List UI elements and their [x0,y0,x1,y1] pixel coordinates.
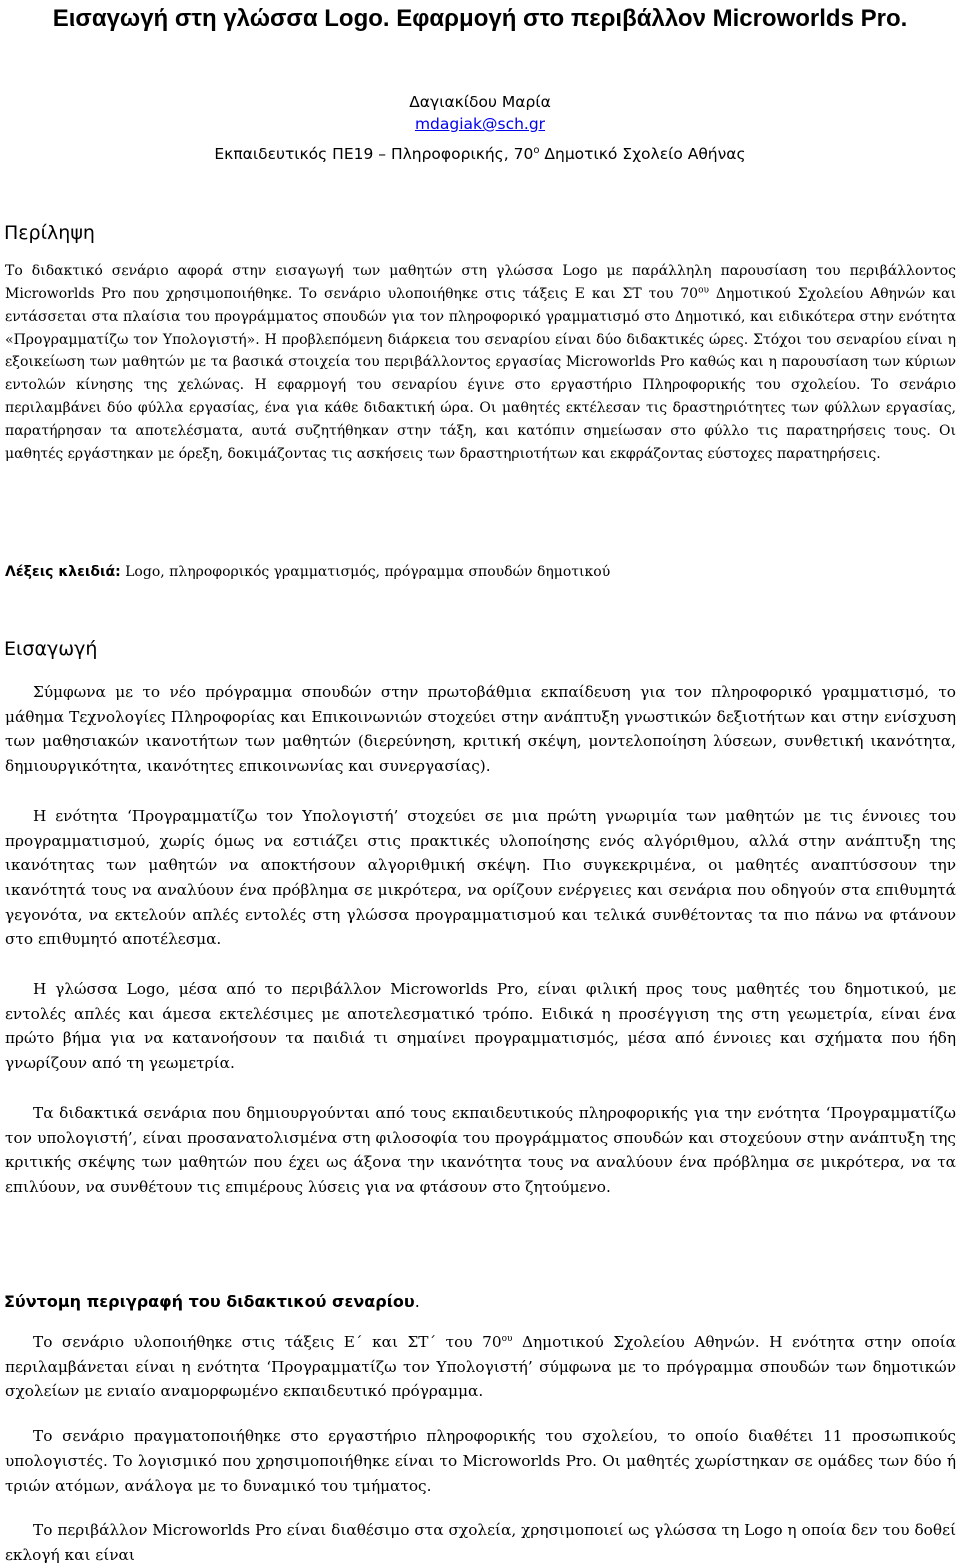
scenario-paragraph-1 [5,1330,956,1404]
intro-paragraph-1: Σύμφωνα με το νέο πρόγραμμα σπουδών στην πρωτοβάθμια εκπαίδευση για τον πληροφορικό γραμματισμό, το μάθημα Τεχνολογίες Πληροφορίας και Επικοινωνιών στοχεύει στην ανάπτυξη γνωστικών δεξιοτήτων και στην ενίσχυση των μαθησιακών ικανοτήτων των μαθητών (διερεύνηση, κριτική σκέψη, μοντελοποίηση λύσεων, συνθετική ικανότητα, δημιουργικότητα, ικανότητες επικοινωνίας και συνεργασίας). [5,683,956,776]
scenario-heading-text: Σύντομη περιγραφή του διδακτικού σεναρίου [4,1292,415,1311]
abstract-heading: Περίληψη [4,222,95,244]
keywords-text: Logo, πληροφορικός γραμματισμός, πρόγραμμα σπουδών δημοτικού [125,564,611,580]
intro-paragraph-2: Η ενότητα ‘Προγραμματίζω τον Υπολογιστή’ στοχεύει σε μια πρώτη γνωριμία των μαθητών με τις έννοιες του προγραμματισμού, χωρίς όμως να εστιάζει στις πρακτικές υλοποίησης ενός αλγόριθμου, αλλά στην ανάπτυξη της ικανότητας των μαθητών να αποκτήσουν αλγοριθμική σκέψη. Πιο συγκεκριμένα, οι μαθητές αναπτύσσουν την ικανότητά τους να αναλύουν ένα πρόβλημα σε μικρότερα, να ορίζουν ενέργειες και σενάρια που οδηγούν στα επιθυμητά γεγονότα, να εκτελούν απλές εντολές στη γλώσσα προγραμματισμού και τελικά συνθέτοντας τα πιο πάνω να φτάνουν στο επιθυμητό αποτέλεσμα. [5,806,956,949]
scenario-p1-text: Το σενάριο υλοποιήθηκε στις τάξεις Ε΄ και ΣΤ΄ του 70 [33,1333,502,1351]
abstract-body [5,260,956,466]
ordinal-superscript: ου [698,285,709,296]
intro-paragraph-3: Η γλώσσα Logo, μέσα από το περιβάλλον Microworlds Pro, είναι φιλική προς τους μαθητές του δημοτικού, με εντολές απλές και άμεσα εκτελέσιμες με αποτελεσματικό τρόπο. Ειδικά η προσέγγιση της στη γεωμετρία, είναι ένα πρώτο βήμα για να κατανοήσουν τα παιδιά τι σημαίνει προγραμματισμός, μέσα από έννοιες και σχήματα που ήδη γνωρίζουν από τη γεωμετρία. [5,980,956,1073]
affiliation-text-end: Δημοτικό Σχολείο Αθήνας [539,145,746,164]
abstract-paragraph [5,260,956,466]
ordinal-superscript: ου [501,1333,513,1344]
scenario-paragraph-3: Το περιβάλλον Microworlds Pro είναι διαθέσιμο στα σχολεία, χρησιμοποιεί ως γλώσσα τη Logo η οποία δεν του δοθεί εκλογή και είναι [5,1521,956,1564]
introduction-heading: Εισαγωγή [4,638,98,660]
intro-paragraph-4: Τα διδακτικά σενάρια που δημιουργούνται από τους εκπαιδευτικούς πληροφορικής για την ενότητα ‘Προγραμματίζω τον υπολογιστή’, είναι προσανατολισμένα στη φιλοσοφία του προγράμματος σπουδών και στοχεύουν στην ανάπτυξη της κριτικής σκέψης των μαθητών που έχει ως άξονα την ικανότητα τους να αναλύουν ένα πρόβλημα σε μικρότερα, να τα επιλύουν, να συνθέτουν τις επιμέρους λύσεις για να φτάσουν στο ζητούμενο. [5,1103,956,1196]
scenario-heading [4,1290,420,1314]
scenario-body [5,1330,956,1568]
scenario-paragraph-2: Το σενάριο πραγματοποιήθηκε στο εργαστήριο πληροφορικής του σχολείου, το οποίο διαθέτει 11 προσωπικούς υπολογιστές. Το λογισμικό που χρησιμοποιήθηκε είναι το Microworlds Pro. Οι μαθητές χωρίστηκαν σε ομάδες των δύο ή τριών ατόμων, ανάλογα με το δυναμικό του τμήματος. [5,1427,956,1495]
author-name: Δαγιακίδου Μαρία [409,93,551,111]
author-affiliation [0,140,960,165]
keywords-line [5,561,956,583]
affiliation-superscript: ο [533,145,540,156]
affiliation-text: Εκπαιδευτικός ΠΕ19 – Πληροφορικής, 70 [214,145,534,164]
paper-title: Εισαγωγή στη γλώσσα Logo. Εφαρμογή στο περιβάλλον Microworlds Pro. [52,5,908,32]
scenario-p1-text-end: Δημοτικού Σχολείου Αθηνών. Η ενότητα στην οποία περιλαμβάνεται είναι η ενότητα ‘Προγραμματίζω τον Υπολογιστή’ σύμφωνα με το πρόγραμμα σπουδών των δημοτικών σχολείων με ενιαίο αναμορφωμένο εκπαιδευτικό πρόγραμμα. [5,1333,956,1401]
scenario-heading-period: . [414,1292,420,1311]
abstract-text-end: Δημοτικού Σχολείου Αθηνών και εντάσσεται στα πλαίσια του προγράμματος σπουδών για τον πληροφορικό γραμματισμό στο Δημοτικό, και ειδικότερα στην ενότητα «Προγραμματίζω τον Υπολογιστή». Η προβλεπόμενη διάρκεια του σεναρίου είναι δύο διδακτικές ώρες. Στόχοι του σεναρίου είναι η εξοικείωση των μαθητών με τα βασικά στοιχεία του περιβάλλοντος εργασίας Microworlds Pro καθώς και η παρουσίαση των κύριων εντολών κίνησης της χελώνας. Η εφαρμογή του σεναρίου έγινε στο εργαστήριο Πληροφορικής του σχολείου. Το σενάριο περιλαμβάνει δύο φύλλα εργασίας, ένα για κάθε διδακτική ώρα. Οι μαθητές εκτέλεσαν τις δραστηριότητες των φύλλων εργασίας, παρατήρησαν τα αποτελέσματα, αυτά συζητήθηκαν στην τάξη, και κατόπιν σημείωσαν στο φύλλο τις παρατηρήσεις τους. Οι μαθητές εργάστηκαν με όρεξη, δοκιμάζοντας τις ασκήσεις των δραστηριοτήτων και εκφράζοντας εύστοχες παρατηρήσεις. [5,285,956,462]
author-email-link[interactable]: mdagiak@sch.gr [414,115,546,133]
abstract-text: Το διδακτικό σενάριο αφορά στην εισαγωγή των μαθητών στη γλώσσα Logo με παράλληλη παρουσίαση του περιβάλλοντος Microworlds Pro που χρησιμοποιήθηκε. Το σενάριο υλοποιήθηκε στις τάξεις Ε και ΣΤ του 70 [5,263,956,302]
keywords-label: Λέξεις κλειδιά: [5,564,121,580]
introduction-body [5,680,956,1200]
